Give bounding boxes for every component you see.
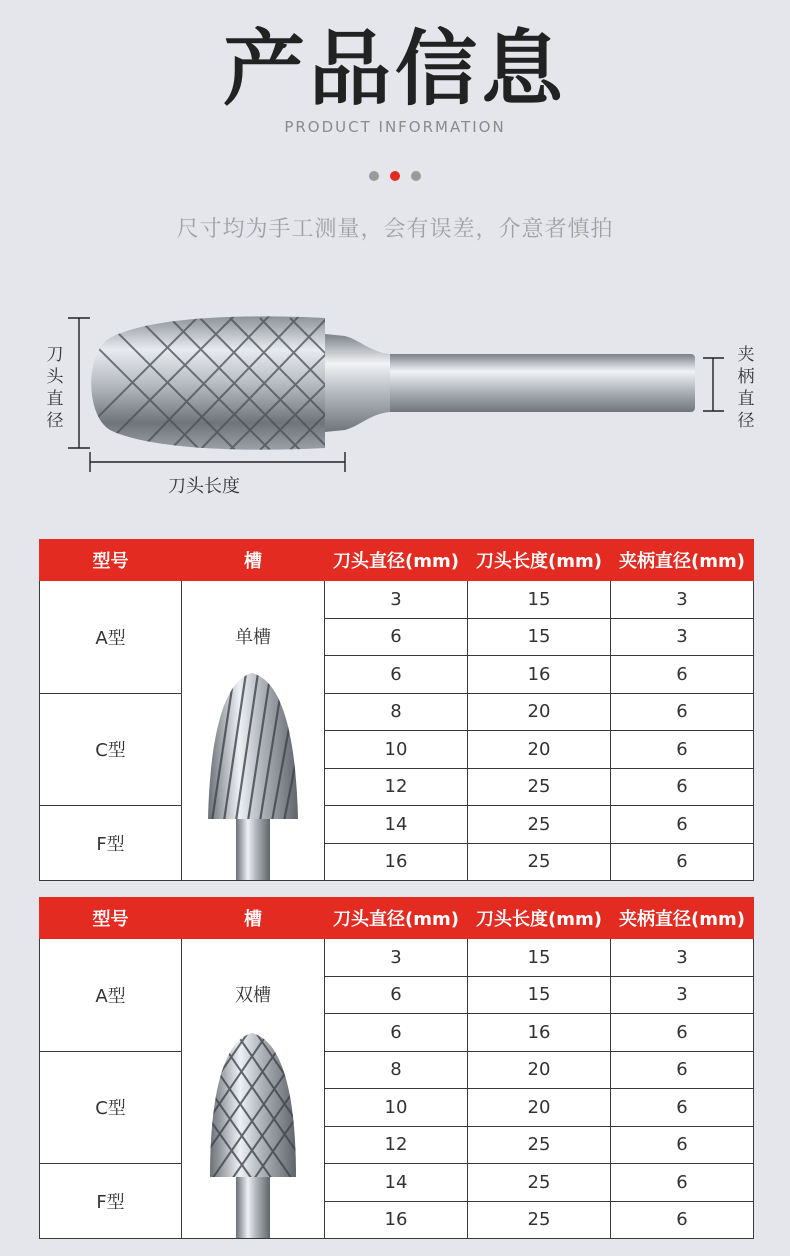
shank-diameter-cell: 3 bbox=[611, 618, 754, 656]
head-diameter-cell: 8 bbox=[325, 1051, 468, 1089]
page-subtitle: PRODUCT INFORMATION bbox=[284, 118, 506, 136]
header-shank-diameter: 夹柄直径(mm) bbox=[611, 898, 754, 939]
head-diameter-cell: 6 bbox=[325, 1014, 468, 1052]
table-row bbox=[40, 1164, 754, 1202]
head-diameter-cell: 3 bbox=[325, 939, 468, 977]
head-length-cell: 25 bbox=[468, 1126, 611, 1164]
head-length-cell: 15 bbox=[468, 939, 611, 977]
model-cell: F型 bbox=[40, 806, 182, 881]
head-diameter-cell: 10 bbox=[325, 731, 468, 769]
burr-head bbox=[91, 316, 325, 449]
head-diameter-cell: 3 bbox=[325, 581, 468, 619]
head-length-cell: 16 bbox=[468, 656, 611, 694]
head-length-label: 刀头长度 bbox=[168, 476, 240, 497]
head-diameter-cell: 6 bbox=[325, 656, 468, 694]
head-diameter-cell: 14 bbox=[325, 806, 468, 844]
head-diameter-label bbox=[45, 344, 65, 432]
burr-illustration bbox=[0, 300, 790, 510]
header-groove: 槽 bbox=[182, 898, 325, 939]
head-diameter-cell: 10 bbox=[325, 1089, 468, 1127]
head-length-cell: 20 bbox=[468, 731, 611, 769]
head-length-cell: 15 bbox=[468, 581, 611, 619]
shank-diameter-label bbox=[736, 344, 756, 432]
label-char: 头 bbox=[46, 367, 64, 387]
model-cell: C型 bbox=[40, 1051, 182, 1164]
shank-diameter-cell: 6 bbox=[611, 731, 754, 769]
label-char: 径 bbox=[46, 411, 64, 431]
table-header-row bbox=[40, 540, 754, 581]
indicator-dot-active bbox=[390, 171, 400, 181]
head-diameter-cell: 12 bbox=[325, 1126, 468, 1164]
label-char: 柄 bbox=[737, 367, 755, 387]
table-row bbox=[40, 581, 754, 619]
head-length-cell: 25 bbox=[468, 1201, 611, 1239]
single-groove-burr-image bbox=[182, 581, 325, 881]
head-diameter-cell: 16 bbox=[325, 843, 468, 881]
head-length-cell: 15 bbox=[468, 976, 611, 1014]
shank-diameter-cell: 6 bbox=[611, 843, 754, 881]
table-row bbox=[40, 693, 754, 731]
groove-cell bbox=[182, 581, 325, 881]
head-diameter-cell: 12 bbox=[325, 768, 468, 806]
label-char: 径 bbox=[737, 411, 755, 431]
label-char: 夹 bbox=[737, 345, 755, 365]
shank-diameter-cell: 6 bbox=[611, 1051, 754, 1089]
head-diameter-cell: 8 bbox=[325, 693, 468, 731]
shank-diameter-cell: 6 bbox=[611, 1014, 754, 1052]
head-length-cell: 25 bbox=[468, 1164, 611, 1202]
header-groove: 槽 bbox=[182, 540, 325, 581]
head-diameter-cell: 6 bbox=[325, 976, 468, 1014]
head-length-cell: 25 bbox=[468, 843, 611, 881]
head-length-cell: 15 bbox=[468, 618, 611, 656]
double-groove-burr-image bbox=[182, 939, 325, 1239]
label-char: 刀 bbox=[46, 345, 64, 365]
spec-table-double-groove bbox=[39, 897, 754, 1239]
head-diameter-cell: 16 bbox=[325, 1201, 468, 1239]
groove-cell bbox=[182, 939, 325, 1239]
head-length-cell: 25 bbox=[468, 768, 611, 806]
shank-diameter-cell: 3 bbox=[611, 939, 754, 977]
measurement-note: 尺寸均为手工测量，会有误差，介意者慎拍 bbox=[176, 217, 614, 242]
label-char: 直 bbox=[46, 389, 64, 409]
shank-diameter-cell: 3 bbox=[611, 581, 754, 619]
page-indicator bbox=[369, 171, 421, 181]
page-title: 产品信息 bbox=[222, 22, 567, 117]
indicator-dot bbox=[411, 171, 421, 181]
spec-table-single-groove bbox=[39, 539, 754, 881]
shank-diameter-cell: 6 bbox=[611, 1201, 754, 1239]
head-length-cell: 20 bbox=[468, 693, 611, 731]
table-header-row bbox=[40, 898, 754, 939]
model-cell: C型 bbox=[40, 693, 182, 806]
head-length-cell: 25 bbox=[468, 806, 611, 844]
groove-label: 双槽 bbox=[235, 985, 271, 1006]
model-cell: F型 bbox=[40, 1164, 182, 1239]
groove-label: 单槽 bbox=[235, 627, 271, 648]
shank-diameter-cell: 6 bbox=[611, 1089, 754, 1127]
table-row bbox=[40, 806, 754, 844]
head-diameter-cell: 6 bbox=[325, 618, 468, 656]
header-head-diameter: 刀头直径(mm) bbox=[325, 540, 468, 581]
shank-diameter-cell: 6 bbox=[611, 768, 754, 806]
head-length-cell: 20 bbox=[468, 1051, 611, 1089]
header-head-length: 刀头长度(mm) bbox=[468, 540, 611, 581]
shank-diameter-cell: 6 bbox=[611, 693, 754, 731]
shank-diameter-cell: 3 bbox=[611, 976, 754, 1014]
table-row bbox=[40, 1051, 754, 1089]
header-model: 型号 bbox=[40, 898, 182, 939]
head-length-cell: 20 bbox=[468, 1089, 611, 1127]
table-row bbox=[40, 939, 754, 977]
indicator-dot bbox=[369, 171, 379, 181]
header-head-length: 刀头长度(mm) bbox=[468, 898, 611, 939]
header-shank-diameter: 夹柄直径(mm) bbox=[611, 540, 754, 581]
shank-diameter-cell: 6 bbox=[611, 1126, 754, 1164]
shank-diameter-cell: 6 bbox=[611, 1164, 754, 1202]
head-length-cell: 16 bbox=[468, 1014, 611, 1052]
header-head-diameter: 刀头直径(mm) bbox=[325, 898, 468, 939]
dimension-diagram bbox=[0, 300, 790, 510]
shank-diameter-cell: 6 bbox=[611, 806, 754, 844]
head-diameter-cell: 14 bbox=[325, 1164, 468, 1202]
label-char: 直 bbox=[737, 389, 755, 409]
shank-diameter-cell: 6 bbox=[611, 656, 754, 694]
model-cell: A型 bbox=[40, 581, 182, 694]
shank bbox=[385, 354, 695, 412]
header-model: 型号 bbox=[40, 540, 182, 581]
model-cell: A型 bbox=[40, 939, 182, 1052]
